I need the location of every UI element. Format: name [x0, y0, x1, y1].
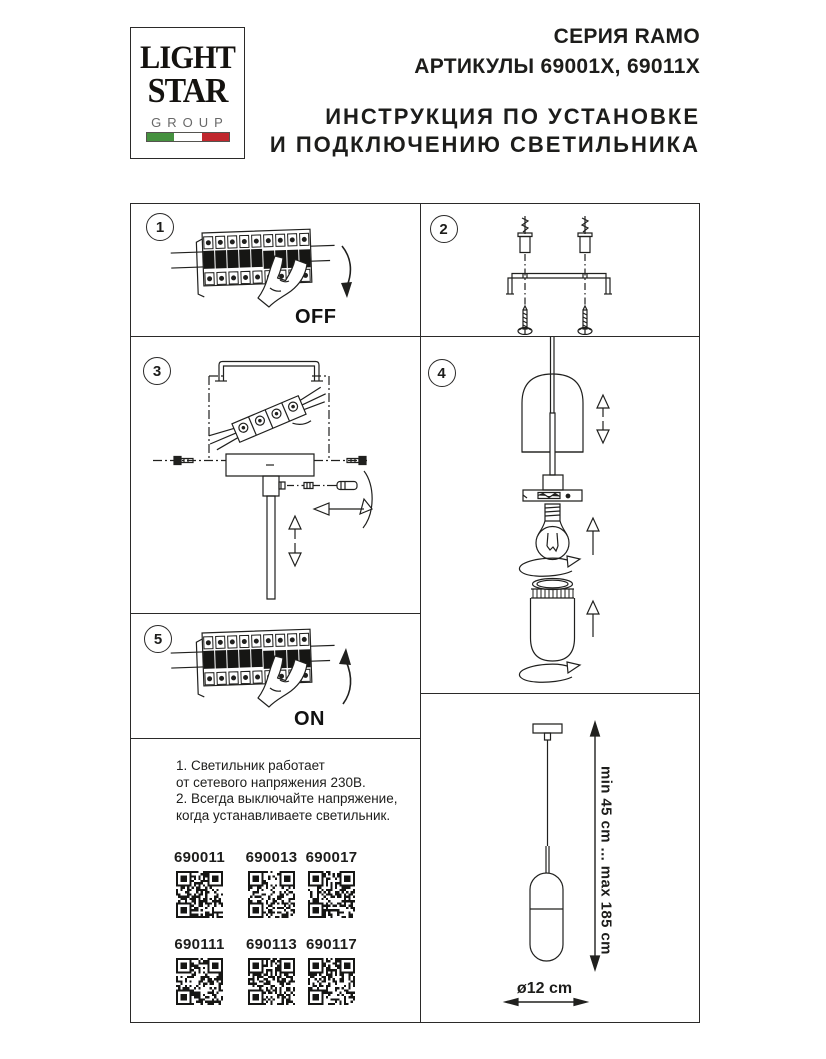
note-line: 1. Светильник работает [176, 758, 325, 773]
flag-white-stripe [174, 133, 201, 141]
article-number: 690117 [305, 936, 358, 953]
instruction-title-line2: И ПОДКЛЮЧЕНИЮ СВЕТИЛЬНИКА [269, 132, 700, 157]
qr-code [176, 958, 223, 1005]
qr-cell [305, 849, 358, 918]
diameter-dimension-arrow [505, 999, 587, 1006]
terminal-block [206, 386, 333, 461]
diameter-dimension-label: ø12 cm [516, 980, 573, 997]
off-label: OFF [295, 306, 337, 328]
step-2-panel [420, 204, 700, 335]
cord-grip [543, 475, 563, 490]
instructions-grid [130, 203, 700, 1023]
article-number: 690113 [245, 936, 298, 953]
step-4-panel [420, 337, 700, 692]
article-number: 690111 [174, 936, 225, 953]
qr-cell [245, 936, 298, 1005]
qr-code [176, 871, 223, 918]
rotate-arrow-icon [519, 662, 580, 682]
notes-panel [131, 739, 419, 1024]
qr-code [248, 958, 295, 1005]
articles-title: АРТИКУЛЫ 69001X, 69011X [414, 55, 700, 78]
note-line: от сетевого напряжения 230В. [176, 774, 366, 790]
ceiling-plate [533, 724, 562, 733]
step-1-panel [131, 204, 419, 335]
header-titles [270, 24, 700, 159]
dimensions-drawing [420, 694, 700, 1024]
qr-cell [174, 936, 225, 1005]
qr-cell [173, 849, 226, 918]
logo-star-text: STAR [147, 71, 228, 110]
alignment-lines [209, 376, 329, 458]
screwdriver-icon [327, 482, 357, 490]
up-arrow-icon [587, 518, 599, 555]
instruction-title-line1: ИНСТРУКЦИЯ ПО УСТАНОВКЕ [325, 104, 700, 129]
capsule-shade [530, 873, 563, 961]
shade-cylinder [530, 579, 574, 662]
step-number-badge: 3 [143, 357, 171, 385]
series-title: СЕРИЯ RAMO [553, 25, 700, 48]
safety-notes [176, 758, 397, 824]
rotate-arrow-icon [360, 471, 372, 528]
flag-red-stripe [202, 133, 229, 141]
up-arrow-icon [587, 601, 599, 637]
article-number: 690017 [305, 849, 358, 866]
note-line: когда устанавливаете светильник. [176, 807, 391, 823]
on-label: ON [294, 708, 325, 730]
screw-bit [304, 483, 313, 489]
circuit-breaker-on-drawing [131, 614, 419, 737]
step-5-panel [131, 614, 419, 737]
canopy-rod [550, 413, 555, 475]
lamp-assembly-drawing [420, 337, 700, 692]
qr-code [248, 871, 295, 918]
ceiling-bracket [215, 362, 323, 382]
down-curve-arrow-icon [341, 246, 352, 298]
step-number-badge: 4 [428, 359, 456, 387]
height-dimension-label: min 45 cm ... max 185 cm [597, 766, 615, 955]
article-number: 690013 [245, 849, 298, 866]
cord-grip [263, 476, 279, 496]
italian-flag-icon [146, 132, 230, 142]
dimensions-panel [420, 694, 700, 1024]
set-screw [279, 482, 285, 489]
hanging-rod [267, 496, 275, 599]
circuit-breaker-off-drawing [131, 204, 419, 335]
qr-code [308, 871, 355, 918]
up-curve-arrow-icon [339, 648, 351, 704]
step-3-panel [131, 337, 419, 612]
step-number-badge: 2 [430, 215, 458, 243]
left-arrow-icon [314, 503, 364, 515]
lightstar-logo [130, 27, 245, 159]
step-number-badge: 5 [144, 625, 172, 653]
qr-cell [245, 849, 298, 918]
up-down-arrow-icon [289, 516, 301, 566]
flag-green-stripe [147, 133, 174, 141]
wiring-connection-drawing [131, 337, 419, 612]
up-down-arrow-icon [597, 395, 609, 443]
qr-cell [305, 936, 358, 1005]
step-number-badge: 1 [146, 213, 174, 241]
note-line: 2. Всегда выключайте напряжение, [176, 791, 398, 806]
qr-code [308, 958, 355, 1005]
logo-group-text: GROUP [151, 115, 229, 130]
logo-light-text: LIGHT [140, 40, 235, 76]
mounting-hardware-drawing [420, 204, 700, 335]
article-number: 690011 [173, 849, 226, 866]
light-bulb-icon [536, 504, 569, 560]
